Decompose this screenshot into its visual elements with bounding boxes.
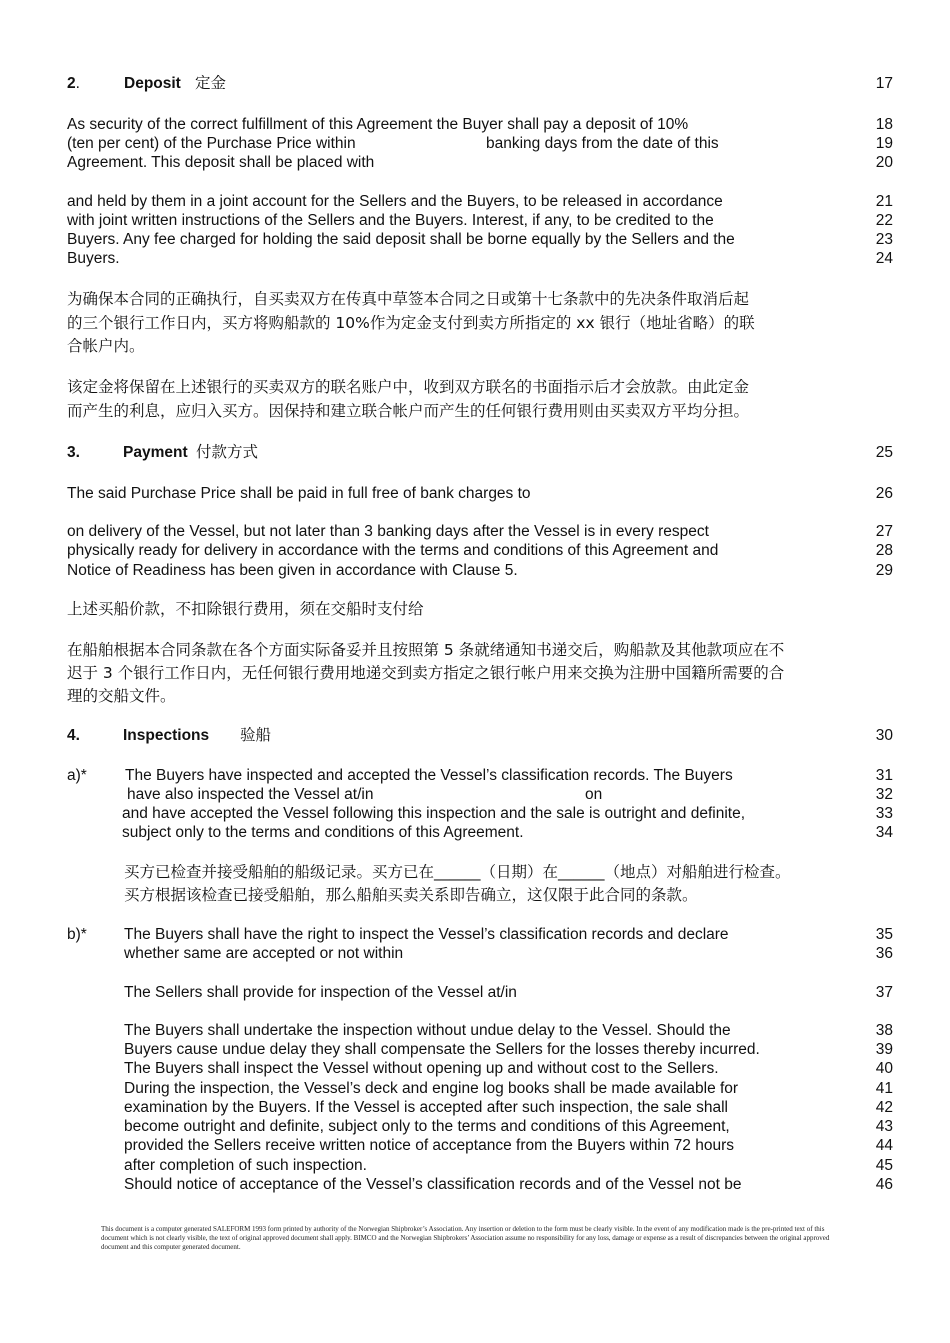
line-number: 17	[875, 75, 893, 92]
line-number: 21	[875, 193, 893, 210]
clause-line-zh: 为确保本合同的正确执行，自买卖双方在传真中草签本合同之日或第十七条款中的先决条件取消后起	[67, 290, 750, 308]
clause-line: and held by them in a joint account for the Sellers and the Buyers, to be released in accordance	[67, 193, 723, 210]
clause-line: Should notice of acceptance of the Vessel’s classification records and of the Vessel not be	[124, 1176, 742, 1193]
subclause-a-label: a)*	[67, 767, 87, 784]
clause-line-zh: 该定金将保留在上述银行的买卖双方的联名账户中，收到双方联名的书面指示后才会放款。由此定金	[67, 378, 750, 396]
clause-line: examination by the Buyers. If the Vessel is accepted after such inspection, the sale shall	[124, 1099, 728, 1116]
clause-line-continuation: banking days from the date of this	[486, 135, 719, 152]
line-number: 39	[875, 1041, 893, 1058]
line-number: 36	[875, 945, 893, 962]
section-3-title: Payment	[123, 444, 188, 461]
line-number: 38	[875, 1022, 893, 1039]
line-number: 25	[875, 444, 893, 461]
line-number: 32	[875, 786, 893, 803]
line-number: 19	[875, 135, 893, 152]
line-number: 46	[875, 1176, 893, 1193]
clause-line: on delivery of the Vessel, but not later than 3 banking days after the Vessel is in every respect	[67, 523, 709, 540]
line-number: 43	[875, 1118, 893, 1135]
clause-line: The said Purchase Price shall be paid in full free of bank charges to	[67, 485, 531, 502]
section-4-title-zh: 验船	[240, 726, 272, 744]
clause-line: subject only to the terms and conditions of this Agreement.	[122, 824, 524, 841]
line-number: 22	[875, 212, 893, 229]
line-number: 37	[875, 984, 893, 1001]
clause-line: (ten per cent) of the Purchase Price within	[67, 135, 356, 152]
line-number: 44	[875, 1137, 893, 1154]
section-3-number: 3.	[67, 444, 80, 461]
line-number: 24	[875, 250, 893, 267]
line-number: 20	[875, 154, 893, 171]
line-number: 30	[875, 727, 893, 744]
subclause-b-label: b)*	[67, 926, 87, 943]
clause-line: physically ready for delivery in accordance with the terms and conditions of this Agreement and	[67, 542, 719, 559]
clause-line: after completion of such inspection.	[124, 1157, 367, 1174]
line-number: 42	[875, 1099, 893, 1116]
clause-line: During the inspection, the Vessel’s deck and engine log books shall be made available for	[124, 1080, 739, 1097]
clause-line: As security of the correct fulfillment of this Agreement the Buyer shall pay a deposit of 10%	[67, 116, 689, 133]
line-number: 45	[875, 1157, 893, 1174]
line-number: 40	[875, 1060, 893, 1077]
clause-line: The Buyers have inspected and accepted the Vessel’s classification records. The Buyers	[125, 767, 733, 784]
clause-line: Buyers.	[67, 250, 120, 267]
line-number: 29	[875, 562, 893, 579]
line-number: 28	[875, 542, 893, 559]
clause-line-zh: 上述买船价款，不扣除银行费用，须在交船时支付给	[67, 600, 424, 618]
clause-line-zh: 的三个银行工作日内，买方将购船款的 10%作为定金支付到卖方所指定的 xx 银行（地址省略）的联	[67, 314, 755, 332]
clause-line: have also inspected the Vessel at/in	[127, 786, 374, 803]
clause-line: Agreement. This deposit shall be placed with	[67, 154, 375, 171]
clause-line-zh: 理的交船文件。	[67, 687, 176, 705]
line-number: 26	[875, 485, 893, 502]
line-number: 31	[875, 767, 893, 784]
clause-line-zh: 买方根据该检查已接受船舶，那么船舶买卖关系即告确立，这仅限于此合同的条款。	[124, 886, 698, 904]
clause-line: The Buyers shall have the right to inspect the Vessel’s classification records and declare	[124, 926, 729, 943]
section-4-title: Inspections	[123, 727, 210, 744]
line-number: 23	[875, 231, 893, 248]
line-number: 41	[875, 1080, 893, 1097]
line-number: 35	[875, 926, 893, 943]
clause-line: become outright and definite, subject only to the terms and conditions of this Agreement,	[124, 1118, 730, 1135]
line-number: 27	[875, 523, 893, 540]
clause-line-zh: 而产生的利息，应归入买方。因保持和建立联合帐户而产生的任何银行费用则由买卖双方平均分担。	[67, 402, 750, 420]
clause-line: with joint written instructions of the Sellers and the Buyers. Interest, if any, to be credited to the	[67, 212, 714, 229]
section-2-title: Deposit	[124, 75, 181, 92]
section-2-title-zh: 定金	[195, 74, 227, 92]
section-3-title-zh: 付款方式	[196, 443, 259, 461]
clause-line-zh: 迟于 3 个银行工作日内，无任何银行费用地递交到卖方指定之银行帐户用来交换为注册中国籍所需要的合	[67, 664, 785, 682]
clause-line-zh: 在船舶根据本合同条款在各个方面实际备妥并且按照第 5 条就绪通知书递交后，购船款及其他款项应在不	[67, 641, 785, 659]
line-number: 18	[875, 116, 893, 133]
clause-line: Buyers. Any fee charged for holding the said deposit shall be borne equally by the Sellers and the	[67, 231, 735, 248]
clause-line: The Buyers shall undertake the inspection without undue delay to the Vessel. Should the	[124, 1022, 731, 1039]
clause-line-zh: 买方已检查并接受船舶的船级记录。买方已在______（日期）在______（地点）对船舶进行检查。	[124, 863, 791, 881]
line-number: 33	[875, 805, 893, 822]
clause-line-continuation: on	[585, 786, 603, 803]
line-number: 34	[875, 824, 893, 841]
clause-line: Notice of Readiness has been given in accordance with Clause 5.	[67, 562, 518, 579]
clause-line: and have accepted the Vessel following this inspection and the sale is outright and definite,	[122, 805, 745, 822]
clause-line: provided the Sellers receive written notice of acceptance from the Buyers within 72 hours	[124, 1137, 734, 1154]
clause-line-zh: 合帐户内。	[67, 337, 145, 355]
section-2-number: 2.	[67, 75, 80, 92]
clause-line: The Sellers shall provide for inspection of the Vessel at/in	[124, 984, 517, 1001]
clause-line: Buyers cause undue delay they shall compensate the Sellers for the losses thereby incurred.	[124, 1041, 760, 1058]
section-4-number: 4.	[67, 727, 80, 744]
footer-disclaimer: This document is a computer generated SALEFORM 1993 form printed by authority of the Norwegian Shipbroker’s Association. Any insertion or deletion to the form must be clearly visible. In the event of any modification made is the pre-printed text of this document which is not clearly visible, the text of original approved document shall apply. BIMCO and the Norwegian Shipbrokers’ Association assume no responsibility for any loss, damage or expense as a result of discrepancies between the original approved document and this computer generated document.	[101, 1225, 830, 1251]
clause-line: The Buyers shall inspect the Vessel without opening up and without cost to the Sellers.	[124, 1060, 719, 1077]
clause-line: whether same are accepted or not within	[124, 945, 404, 962]
